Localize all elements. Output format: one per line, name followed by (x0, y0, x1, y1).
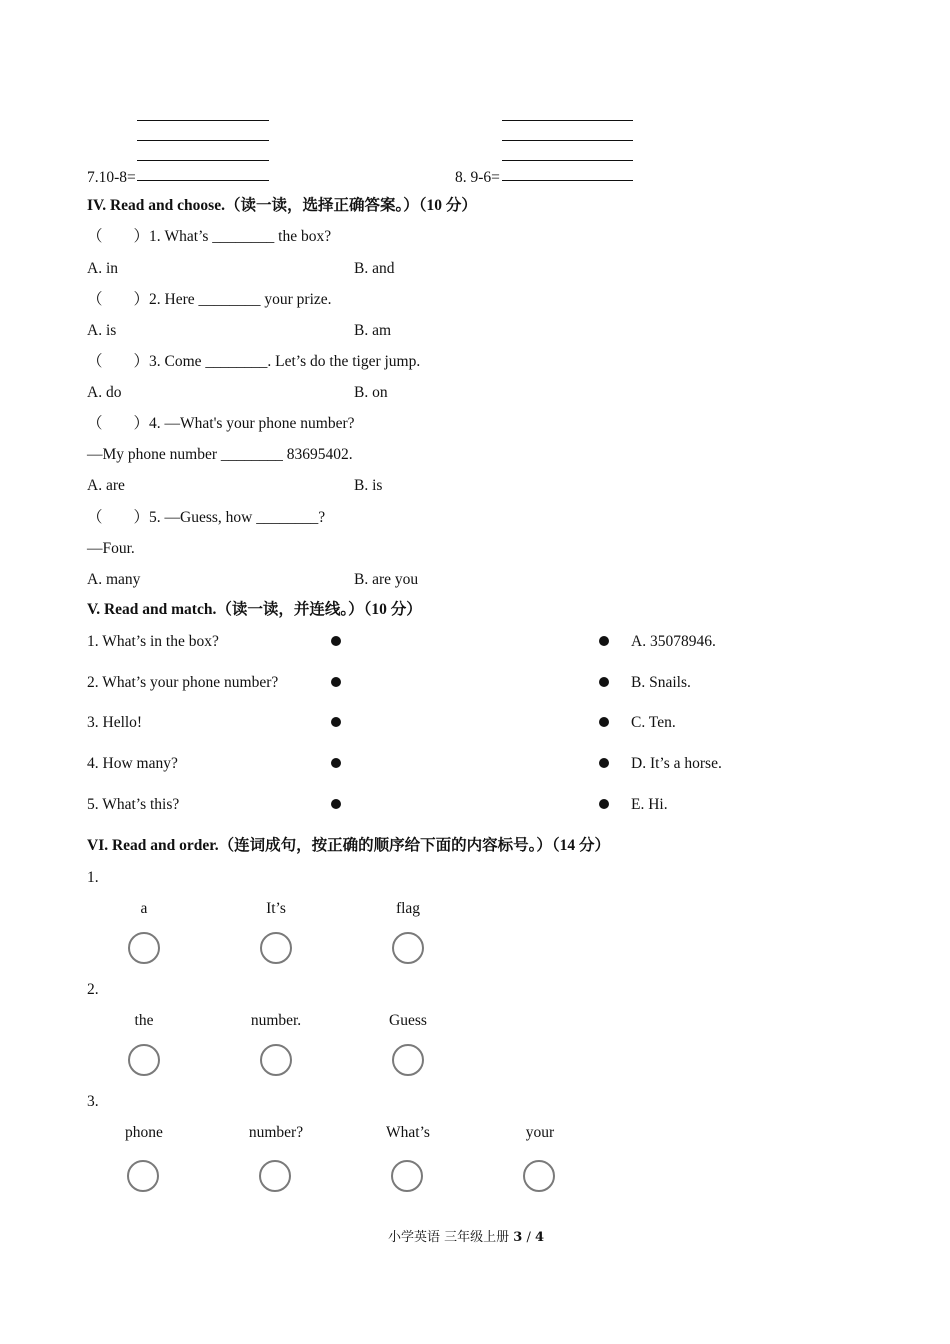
answer-line (137, 120, 269, 121)
section-title: IV. Read and choose. (87, 197, 225, 214)
option-a: A. do (87, 384, 122, 401)
answer-line (137, 160, 269, 161)
match-left-item: 1. What’s in the box? (87, 633, 219, 650)
order-word: the (134, 1012, 154, 1029)
option-a: A. is (87, 322, 117, 339)
section-4-heading (87, 198, 477, 214)
question-4-reply: —My phone number ________ 83695402. (87, 446, 353, 463)
match-dot-right[interactable] (599, 717, 609, 727)
page-footer (388, 1231, 544, 1244)
match-right-item: D. It’s a horse. (631, 755, 722, 772)
option-b: B. and (354, 260, 395, 277)
answer-line (502, 180, 633, 181)
match-dot-right[interactable] (599, 799, 609, 809)
question-5: （ ）5. —Guess, how ________? (87, 509, 326, 526)
match-left-item: 4. How many? (87, 755, 178, 772)
option-b: B. is (354, 477, 383, 494)
answer-line (502, 120, 633, 121)
section-title-cn: （读一读，并连线。）（10 分） (216, 601, 422, 618)
option-a: A. in (87, 260, 118, 277)
order-circle[interactable] (392, 932, 424, 964)
order-group-number: 3. (87, 1093, 99, 1110)
section-title-cn: （读一读，选择正确答案。）（10 分） (224, 197, 477, 214)
math-question-8: 8. 9-6= (455, 169, 500, 186)
page-total: 4 (534, 1230, 545, 1245)
order-circle[interactable] (128, 1044, 160, 1076)
section-title: VI. Read and order. (87, 837, 219, 854)
order-word: It’s (266, 900, 286, 917)
order-word: What’s (386, 1124, 430, 1141)
order-circle[interactable] (523, 1160, 555, 1192)
order-word: number? (248, 1124, 304, 1141)
order-circle[interactable] (260, 1044, 292, 1076)
question-5-reply: —Four. (87, 540, 135, 557)
order-word: flag (395, 900, 421, 917)
match-dot-left[interactable] (331, 717, 341, 727)
page-number: 3 (513, 1230, 523, 1245)
section-5-heading (87, 602, 422, 618)
order-circle[interactable] (260, 932, 292, 964)
question-2: （ ）2. Here ________ your prize. (87, 291, 332, 308)
section-title-cn: （连词成句，按正确的顺序给下面的内容标号。）（14 分） (218, 837, 611, 854)
match-right-item: A. 35078946. (631, 633, 716, 650)
order-word: number. (250, 1012, 302, 1029)
match-right-item: C. Ten. (631, 714, 676, 731)
footer-title: 小学英语 三年级上册 (388, 1230, 514, 1245)
order-group-number: 2. (87, 981, 99, 998)
match-left-item: 2. What’s your phone number? (87, 674, 279, 691)
order-word: a (140, 900, 148, 917)
math-question-7: 7.10-8= (87, 169, 136, 186)
page-separator: / (522, 1230, 535, 1245)
answer-line (502, 140, 633, 141)
match-dot-right[interactable] (599, 636, 609, 646)
match-dot-left[interactable] (331, 677, 341, 687)
order-word: Guess (389, 1012, 427, 1029)
match-dot-right[interactable] (599, 677, 609, 687)
match-dot-left[interactable] (331, 799, 341, 809)
answer-line (137, 140, 269, 141)
match-right-item: B. Snails. (631, 674, 691, 691)
order-group-number: 1. (87, 869, 99, 886)
match-dot-right[interactable] (599, 758, 609, 768)
option-a: A. many (87, 571, 141, 588)
order-circle[interactable] (127, 1160, 159, 1192)
section-6-heading (87, 838, 610, 854)
order-circle[interactable] (391, 1160, 423, 1192)
question-3: （ ）3. Come ________. Let’s do the tiger jump. (87, 353, 421, 370)
option-b: B. are you (354, 571, 419, 588)
match-left-item: 5. What’s this? (87, 796, 180, 813)
match-left-item: 3. Hello! (87, 714, 143, 731)
answer-line (502, 160, 633, 161)
match-right-item: E. Hi. (631, 796, 668, 813)
order-circle[interactable] (392, 1044, 424, 1076)
match-dot-left[interactable] (331, 758, 341, 768)
question-4: （ ）4. —What's your phone number? (87, 415, 355, 432)
option-b: B. am (354, 322, 392, 339)
order-circle[interactable] (128, 932, 160, 964)
option-a: A. are (87, 477, 125, 494)
match-dot-left[interactable] (331, 636, 341, 646)
order-circle[interactable] (259, 1160, 291, 1192)
option-b: B. on (354, 384, 388, 401)
order-word: your (525, 1124, 555, 1141)
question-1: （ ）1. What’s ________ the box? (87, 228, 332, 245)
answer-line (137, 180, 269, 181)
section-title: V. Read and match. (87, 601, 217, 618)
order-word: phone (125, 1124, 163, 1141)
